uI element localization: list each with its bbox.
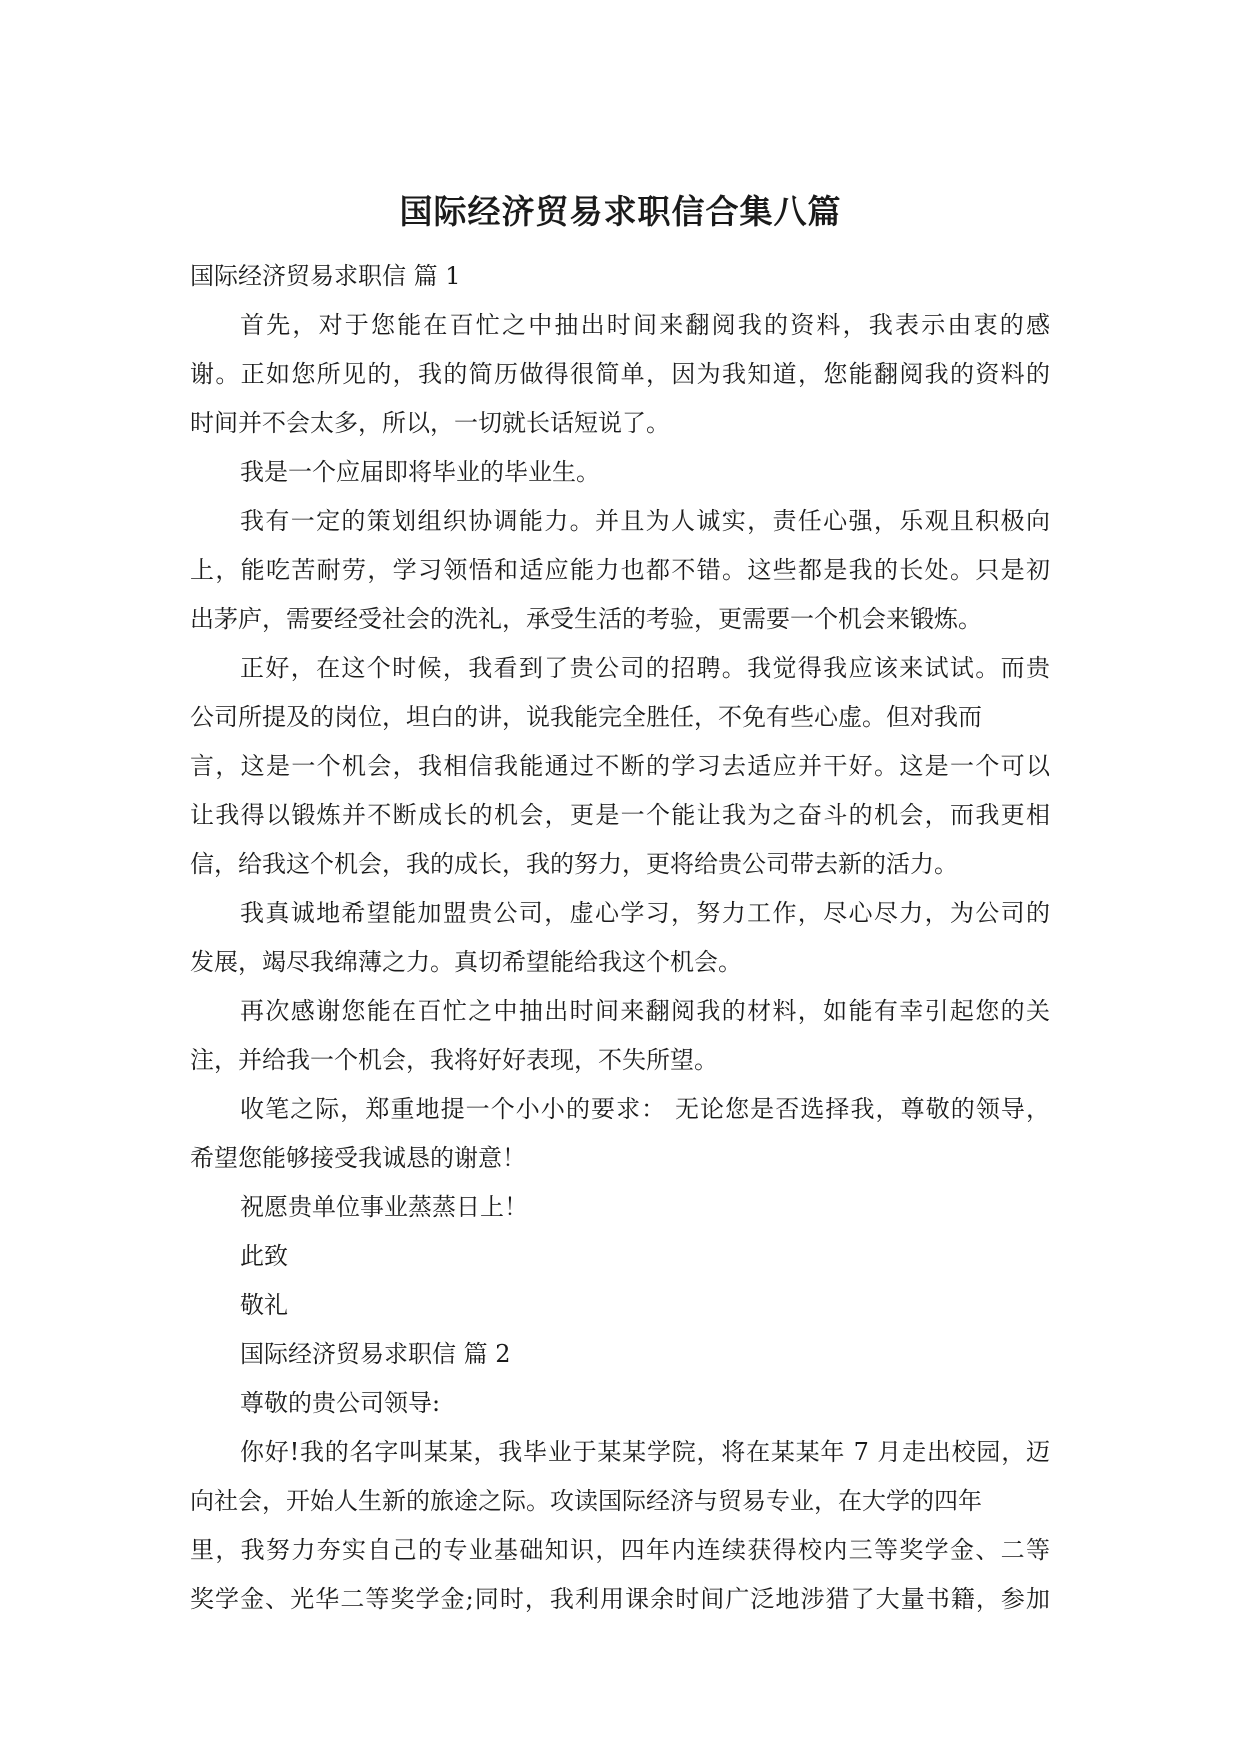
paragraph-line: 公司所提及的岗位，坦白的讲，说我能完全胜任，不免有些心虚。但对我而 — [190, 703, 982, 731]
paragraph-line: 奖学金、光华二等奖学金;同时，我利用课余时间广泛地涉猎了大量书籍，参加 — [190, 1585, 1050, 1613]
document-body — [190, 252, 1050, 1624]
paragraph-line: 言，这是一个机会，我相信我能通过不断的学习去适应并干好。这是一个可以 — [190, 752, 1050, 780]
paragraph-line: 收笔之际，郑重地提一个小小的要求： 无论您是否选择我，尊敬的领导， — [240, 1095, 1050, 1123]
paragraph-line: 谢。正如您所见的，我的简历做得很简单，因为我知道，您能翻阅我的资料的 — [190, 360, 1050, 388]
paragraph-line: 里，我努力夯实自己的专业基础知识，四年内连续获得校内三等奖学金、二等 — [190, 1536, 1050, 1564]
paragraph-line: 希望您能够接受我诚恳的谢意！ — [190, 1144, 526, 1172]
closing-salutation: 此致 — [240, 1242, 288, 1270]
paragraph-line: 时间并不会太多，所以，一切就长话短说了。 — [190, 409, 670, 437]
section-heading: 国际经济贸易求职信 篇 1 — [190, 262, 461, 290]
paragraph-line: 我真诚地希望能加盟贵公司，虚心学习，努力工作，尽心尽力，为公司的 — [240, 899, 1050, 927]
paragraph-line: 信，给我这个机会，我的成长，我的努力，更将给贵公司带去新的活力。 — [190, 850, 958, 878]
paragraph-line: 再次感谢您能在百忙之中抽出时间来翻阅我的材料，如能有幸引起您的关 — [240, 997, 1050, 1025]
document-title: 国际经济贸易求职信合集八篇 — [399, 192, 842, 231]
paragraph-line: 发展，竭尽我绵薄之力。真切希望能给我这个机会。 — [190, 948, 742, 976]
paragraph-line: 上，能吃苦耐劳，学习领悟和适应能力也都不错。这些都是我的长处。只是初 — [190, 556, 1050, 584]
paragraph-line: 注，并给我一个机会，我将好好表现，不失所望。 — [190, 1046, 718, 1074]
paragraph-line: 向社会，开始人生新的旅途之际。攻读国际经济与贸易专业，在大学的四年 — [190, 1487, 982, 1515]
letter-greeting: 尊敬的贵公司领导: — [240, 1389, 441, 1417]
paragraph-line: 你好!我的名字叫某某，我毕业于某某学院，将在某某年 7 月走出校园，迈 — [240, 1438, 1050, 1466]
paragraph-line: 首先，对于您能在百忙之中抽出时间来翻阅我的资料，我表示由衷的感 — [240, 311, 1050, 339]
closing-wish: 祝愿贵单位事业蒸蒸日上！ — [240, 1193, 528, 1221]
closing-regards: 敬礼 — [240, 1291, 288, 1319]
paragraph-line: 我有一定的策划组织协调能力。并且为人诚实，责任心强，乐观且积极向 — [240, 507, 1050, 535]
paragraph-line: 出茅庐，需要经受社会的洗礼，承受生活的考验，更需要一个机会来锻炼。 — [190, 605, 982, 633]
paragraph-line: 我是一个应届即将毕业的毕业生。 — [240, 458, 600, 486]
paragraph-line: 让我得以锻炼并不断成长的机会，更是一个能让我为之奋斗的机会，而我更相 — [190, 801, 1050, 829]
section-heading: 国际经济贸易求职信 篇 2 — [240, 1340, 511, 1368]
paragraph-line: 正好，在这个时候，我看到了贵公司的招聘。我觉得我应该来试试。而贵 — [240, 654, 1050, 682]
